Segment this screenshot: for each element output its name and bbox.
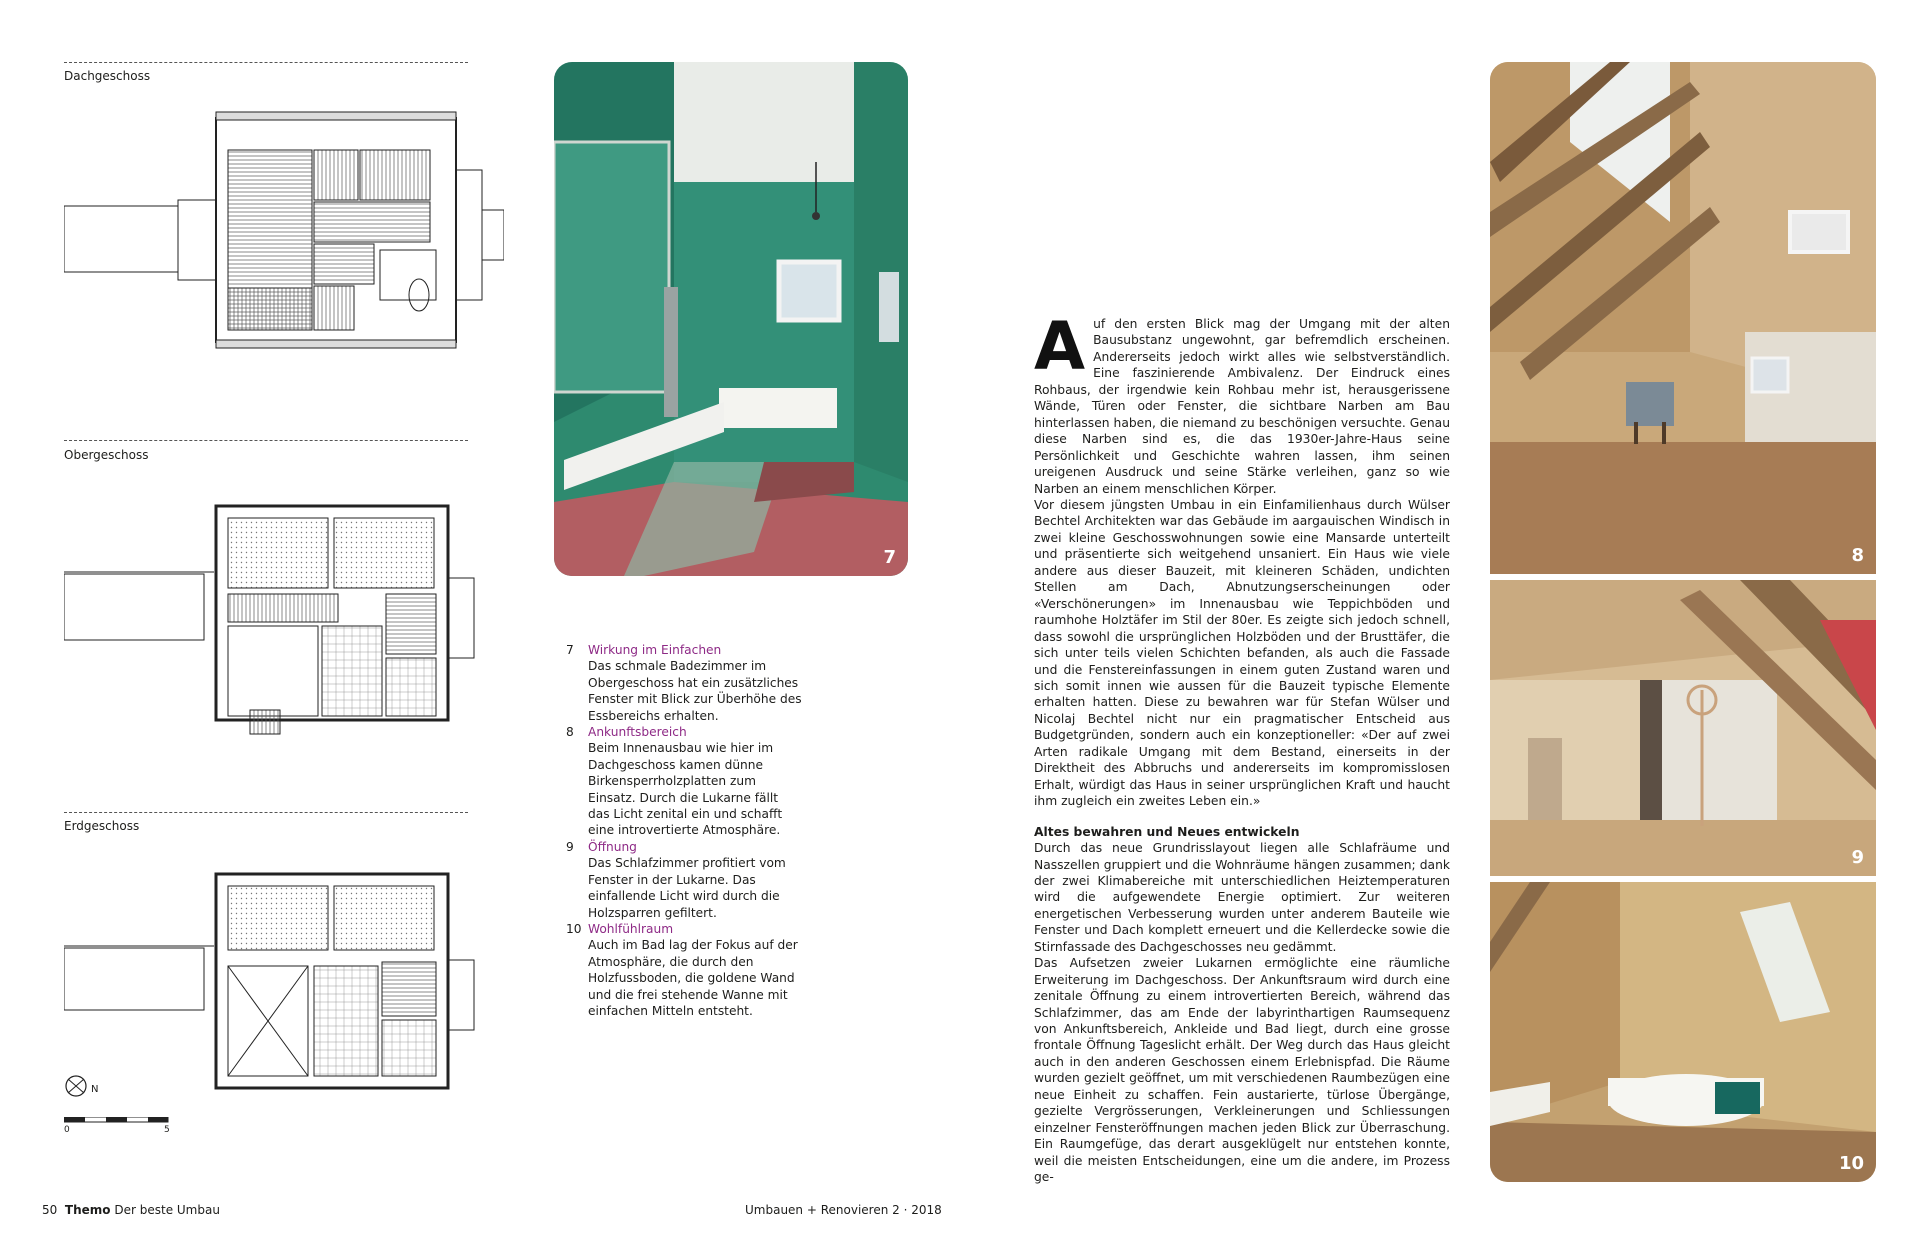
- article-paragraph: Durch das neue Grundrisslayout liegen alle Schlafräume und Nasszellen gruppiert und die Wohnräume hängen zusammen; dank der zwei Klimabereiche mit unterschiedlichen Heiztemperaturen wird die aufgewendete Energie optimiert. Zur weiteren energetischen Verbesserung wurden unter anderem Bauteile wie Fenster und Dach komplett erneuert und die Kellerdecke sowie die Stirnfassade des Dachgeschosses neu gedämmt.: [1034, 841, 1450, 954]
- caption-number: 8: [566, 725, 574, 740]
- caption-text: Das Schlafzimmer profitiert vom Fenster in der Lukarne. Das einfallende Licht wird durch die Holzsparren gefiltert.: [588, 856, 786, 920]
- plan-label-dachgeschoss: Dachgeschoss: [64, 69, 151, 83]
- article-paragraph: Vor diesem jüngsten Umbau in ein Einfamilienhaus durch Wülser Bechtel Architekten war das Gebäude im aargauischen Windisch in zwei kleine Geschosswohnungen sowie eine Mansarde unterteilt und präsentierte sich weitgehend unsaniert. Ein Haus wie viele andere aus dieser Bauzeit, mit kleineren Schäden, undichten Stellen am Dach, Abnutzungserscheinungen oder «Verschönerungen» im Innenausbau wie Teppichböden und raumhohe Holztäfer im Stil der 80er. Es zeigte sich jedoch schnell, dass sowohl die ursprünglichen Holzböden und der Brusttäfer, die sich unter teils vielen Schichten befanden, als auch die Fassade und die Fenstereinfassungen in einem guten Zustand waren und sich somit innen wie aussen für die Bauzeit typische Elemente erhalten hatten. Diese zu bewahren war für Stefan Wülser und Nicolaj Bechtel nicht nur ein pragmatischer Entscheid aus Budgetgründen, sondern auch ein konzeptioneller: «Der auf zwei Arten radikale Umgang mit dem Bestand, einerseits in der Direktheit des Abbruchs und andererseits im kompromisslosen Erhalt, würdigt das Haus in seiner ursprünglichen Kraft und haucht ihm zugleich ein zweites Leben ein.»: [1034, 497, 1450, 809]
- photo-green-bathroom: [554, 62, 908, 576]
- photo-number: 8: [1851, 545, 1864, 566]
- floor-plan-dachgeschoss: [64, 110, 504, 360]
- floor-plan-erdgeschoss: [64, 866, 504, 1096]
- caption-item: [566, 724, 802, 839]
- section-title: Der beste Umbau: [114, 1203, 220, 1217]
- photo-number: 10: [1838, 1153, 1864, 1174]
- caption-item: [566, 921, 802, 1019]
- caption-item: [566, 839, 802, 921]
- section-name: Themo: [64, 1203, 111, 1217]
- photo-bedroom: [1490, 580, 1876, 876]
- article-paragraph: Das Aufsetzen zweier Lukarnen ermöglichte eine räumliche Erweiterung im Dachgeschoss. Der Ankunftsraum wird durch eine zenitale Öffnung zu einem introvertierten Bereich, während das Schlafzimmer, das am Ende der labyrinthartigen Raumsequenz von Ankunftsbereich, Ankleide und Bad liegt, durch eine grosse frontale Öffnung Tageslicht erhält. Der Weg durch das Haus gleicht auch in den anderen Geschossen einem Erlebnispfad. Die Räume wurden gezielt geöffnet, um mit verschiedenen Raumbezügen eine neue Einheit zu schaffen. Fein austarierte, türlose Übergänge, gezielte Vergrösserungen, Verkleinerungen und Schliessungen einzelner Fensteröffnungen machen jeden Blick zur Überraschung. Ein Raumgefüge, das derart ausgeklügelt nur entstehen konnte, weil die meisten Entscheidungen, eine um die andere, im Prozess ge-: [1034, 956, 1450, 1185]
- article-subheading: Altes bewahren und Neues entwickeln: [1034, 824, 1300, 839]
- caption-text: Beim Innenausbau wie hier im Dachgeschoss kamen dünne Birkensperrholzplatten zum Einsatz. Durch die Lukarne fällt das Licht zenital ein und schafft eine introvertierte Atmosphäre.: [588, 741, 783, 838]
- photo-number: 7: [883, 547, 896, 568]
- plan-divider: [64, 812, 468, 813]
- caption-text: Auch im Bad lag der Fokus auf der Atmosphäre, die durch den Holzfussboden, die goldene Wand und die frei stehende Wanne mit einfachen Mitteln entsteht.: [588, 938, 798, 1018]
- floor-plan-obergeschoss: [64, 500, 504, 740]
- caption-number: 10: [566, 921, 582, 936]
- footer-left: [42, 1203, 220, 1217]
- caption-title: Öffnung: [588, 839, 637, 854]
- magazine-issue: Umbauen + Renovieren 2 · 2018: [745, 1203, 942, 1217]
- scale-bar: [64, 1117, 174, 1125]
- caption-number: 9: [566, 839, 574, 854]
- caption-text: Das schmale Badezimmer im Obergeschoss hat ein zusätzliches Fenster mit Blick zur Überhöhe des Essbereichs erhalten.: [588, 659, 802, 723]
- page-number: 50: [42, 1203, 58, 1217]
- photo-attic-arrival: [1490, 62, 1876, 574]
- caption-list: [566, 642, 802, 1019]
- photo-number: 9: [1851, 847, 1864, 868]
- plan-label-obergeschoss: Obergeschoss: [64, 448, 149, 462]
- caption-title: Ankunftsbereich: [588, 725, 687, 740]
- scale-start-label: 0: [64, 1125, 70, 1135]
- compass-label: N: [91, 1084, 99, 1095]
- article-body: [1034, 308, 1450, 1186]
- article-paragraph: uf den ersten Blick mag der Umgang mit der alten Bausubstanz ungewohnt, gar befremdlich erscheinen. Andererseits jedoch wirkt alles wie selbstverständlich. Eine faszinierende Ambivalenz. Der Eindruck eines Rohbaus, der irgendwie kein Rohbau mehr ist, herausgerissene Wände, Türen oder Fenster, die sichtbare Narben am Bau hinterlassen haben, die niemand zu beschönigen versuchte. Genau diese Narben sind es, die das 1930er-Jahre-Haus seine Persönlichkeit und Geschichte wahren lassen, ihm seinen ureigenen Ausdruck und seine Stärke verleihen, ganz so wie Narben an einem menschlichen Körper.: [1034, 317, 1450, 496]
- photo-wooden-bath: [1490, 882, 1876, 1182]
- caption-title: Wirkung im Einfachen: [588, 643, 722, 657]
- drop-cap: A: [1034, 308, 1086, 385]
- plan-divider: [64, 62, 468, 63]
- caption-item: [566, 642, 802, 724]
- plan-label-erdgeschoss: Erdgeschoss: [64, 819, 140, 833]
- caption-number: 7: [566, 643, 574, 657]
- compass-icon: [64, 1074, 108, 1102]
- scale-end-label: 5: [164, 1125, 170, 1135]
- plan-divider: [64, 440, 468, 441]
- caption-title: Wohlfühlraum: [588, 921, 674, 936]
